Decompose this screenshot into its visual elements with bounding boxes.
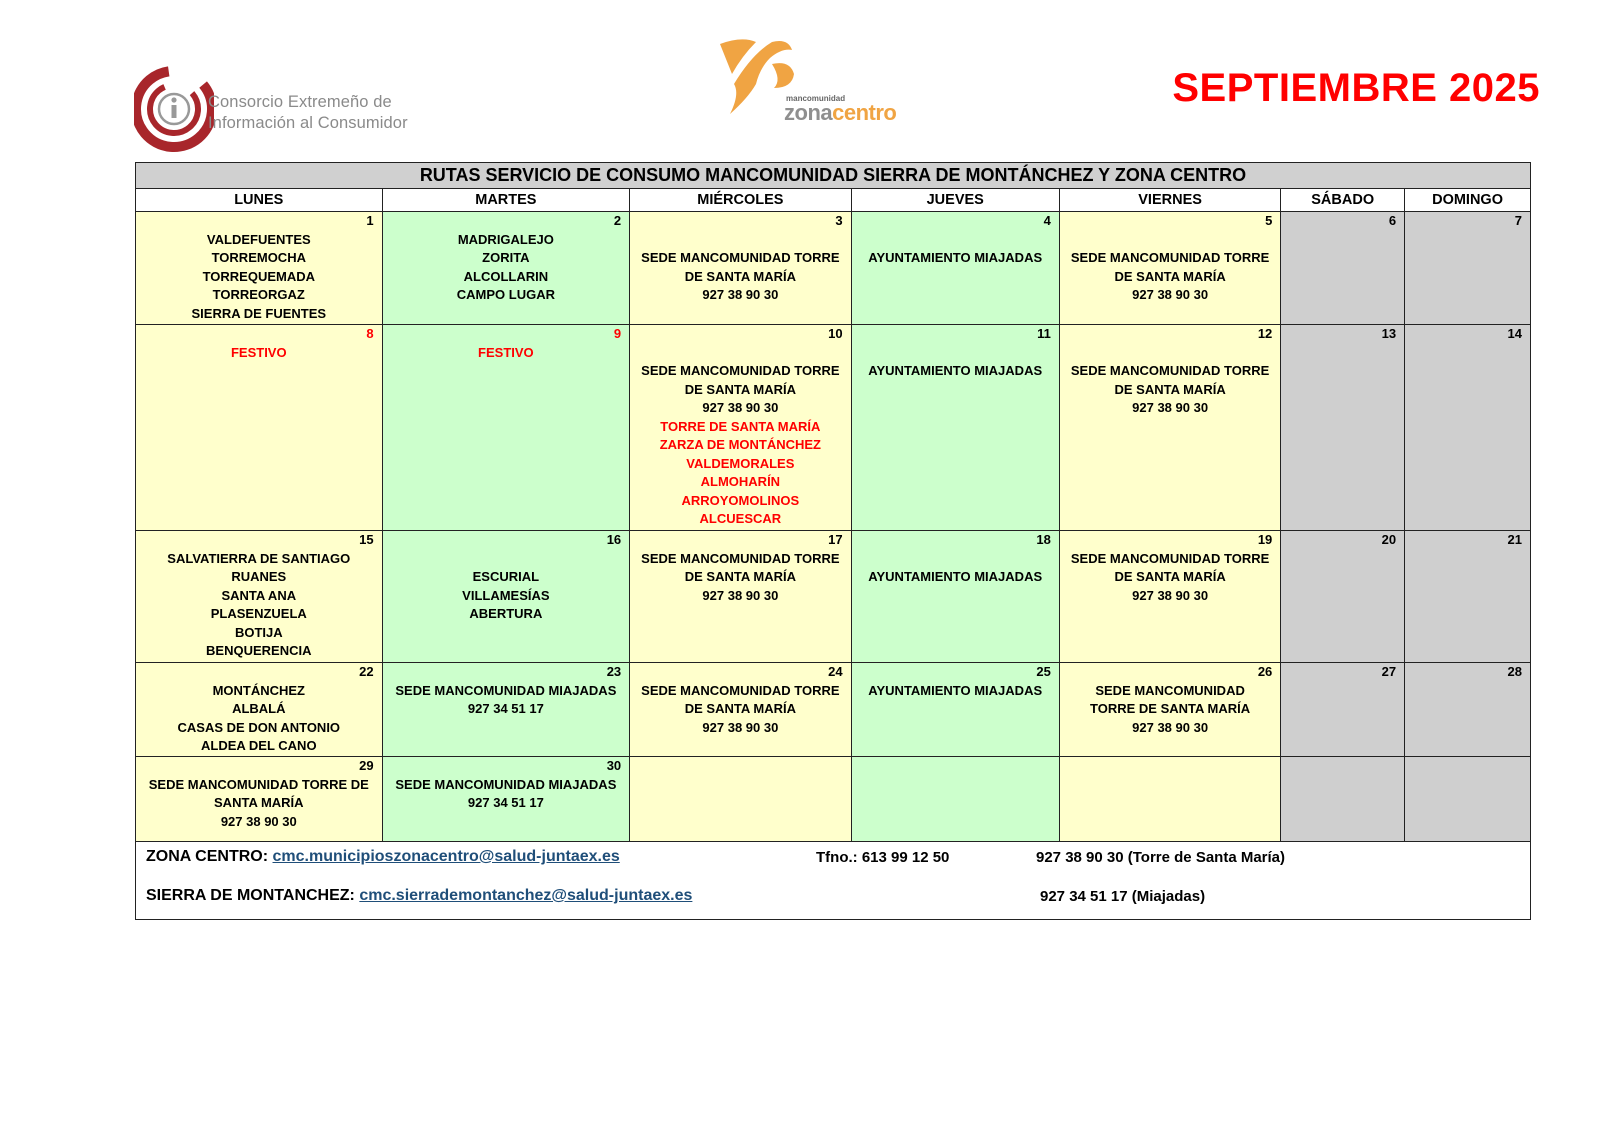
route-line: AYUNTAMIENTO MIAJADAS [868, 363, 1043, 378]
day-number: 10 [828, 326, 843, 341]
route-line: 927 38 90 30 [1132, 287, 1209, 302]
day-cell [1059, 212, 1280, 325]
route-line: 927 34 51 17 [467, 701, 544, 716]
day-cell [1405, 757, 1531, 842]
day-content [383, 776, 630, 813]
day-content [136, 776, 382, 832]
route-line: TORREMOCHA [211, 250, 306, 265]
logo-left-line1: Consorcio Extremeño de [208, 93, 392, 111]
route-line: SEDE MANCOMUNIDAD [1095, 682, 1245, 698]
route-line: DE SANTA MARÍA [1114, 569, 1226, 584]
day-cell [136, 757, 383, 842]
day-content [1060, 550, 1280, 606]
day-cell [136, 531, 383, 663]
route-line: TORREQUEMADA [202, 268, 315, 284]
day-number: 15 [359, 532, 374, 547]
route-line: ALCOLLARIN [463, 268, 549, 284]
day-number: 4 [1043, 213, 1051, 228]
day-cell [630, 757, 851, 842]
route-line-highlight: ALMOHARÍN [700, 474, 781, 489]
day-number: 11 [1037, 326, 1051, 341]
zona-centro-email-link[interactable]: cmc.municipioszonacentro@salud-juntaex.es [272, 848, 620, 865]
logo-center-text [784, 100, 896, 126]
route-line: SEDE MANCOMUNIDAD TORRE [641, 363, 840, 378]
day-number: 12 [1257, 326, 1273, 341]
route-line: 927 38 90 30 [1132, 719, 1209, 735]
day-cell [1281, 212, 1405, 325]
day-number: 27 [1381, 664, 1397, 679]
day-number: 16 [606, 532, 622, 547]
route-line: 927 38 90 30 [702, 287, 779, 302]
day-number: 28 [1507, 664, 1522, 679]
route-line: SEDE MANCOMUNIDAD TORRE [641, 250, 840, 265]
route-line: ALBALÁ [232, 701, 286, 716]
route-line: SANTA ANA [221, 587, 297, 603]
day-content [136, 550, 382, 661]
day-number: 24 [828, 664, 843, 679]
route-line: 927 38 90 30 [702, 587, 779, 603]
route-line: MONTÁNCHEZ [212, 682, 305, 698]
day-content [852, 550, 1059, 587]
weekday-header [136, 189, 1531, 212]
day-cell [1059, 663, 1280, 757]
route-line: ESCURIAL [472, 569, 540, 584]
route-line: DE SANTA MARÍA [1114, 268, 1226, 284]
day-content [136, 682, 382, 756]
route-line: TORRE DE SANTA MARÍA [1090, 701, 1251, 716]
day-number: 13 [1381, 326, 1397, 341]
route-line-highlight: VALDEMORALES [686, 455, 795, 471]
route-line-highlight: ALCUESCAR [699, 511, 782, 526]
day-cell [630, 212, 851, 325]
day-cell [136, 325, 383, 531]
route-line: SEDE MANCOMUNIDAD TORRE DE [148, 776, 369, 792]
day-content [630, 682, 850, 738]
day-content [1060, 344, 1280, 418]
day-cell [1059, 325, 1280, 531]
day-number: 1 [366, 213, 374, 228]
route-line: CAMPO LUGAR [456, 287, 555, 302]
route-line: RUANES [231, 569, 287, 584]
day-number: 5 [1265, 213, 1273, 228]
day-content [852, 682, 1059, 701]
route-line: SEDE MANCOMUNIDAD TORRE [1070, 250, 1270, 265]
day-number: 17 [828, 532, 843, 547]
day-content [383, 231, 630, 305]
day-cell [1405, 325, 1531, 531]
day-content [136, 344, 382, 363]
day-cell [851, 663, 1059, 757]
route-line: SEDE MANCOMUNIDAD MIAJADAS [395, 776, 617, 792]
day-cell [1281, 663, 1405, 757]
title-row [136, 163, 1531, 189]
sierra-label: SIERRA DE MONTANCHEZ: [146, 887, 360, 904]
route-line: VALDEFUENTES [206, 231, 311, 247]
day-number: 20 [1381, 532, 1397, 547]
week-row [136, 663, 1531, 757]
day-cell [1281, 757, 1405, 842]
day-cell [136, 663, 383, 757]
weekday-5: SÁBADO [1281, 189, 1405, 212]
day-content [383, 344, 630, 363]
weekday-6: DOMINGO [1405, 189, 1531, 212]
day-cell [851, 531, 1059, 663]
day-cell [382, 531, 630, 663]
route-line: SEDE MANCOMUNIDAD TORRE [641, 682, 840, 698]
route-line: ZORITA [482, 250, 530, 265]
day-cell [382, 663, 630, 757]
route-line: PLASENZUELA [210, 606, 307, 621]
route-line: SEDE MANCOMUNIDAD TORRE [641, 550, 840, 566]
route-line: DE SANTA MARÍA [684, 701, 796, 716]
route-line: FESTIVO [478, 344, 534, 360]
day-number: 19 [1257, 532, 1273, 547]
route-line: DE SANTA MARÍA [1114, 381, 1226, 397]
day-number: 22 [359, 664, 374, 679]
route-line: SIERRA DE FUENTES [191, 305, 327, 321]
day-cell [630, 531, 851, 663]
day-cell [382, 757, 630, 842]
day-number: 26 [1257, 664, 1273, 679]
day-number: 2 [613, 213, 622, 228]
route-line: SEDE MANCOMUNIDAD TORRE [1070, 363, 1270, 378]
route-line: AYUNTAMIENTO MIAJADAS [868, 250, 1043, 265]
logo-consorcio [134, 66, 424, 156]
route-line: 927 38 90 30 [220, 813, 297, 829]
weekday-0: LUNES [136, 189, 383, 212]
route-line: BENQUERENCIA [206, 643, 312, 658]
route-line: DE SANTA MARÍA [684, 569, 796, 584]
day-content [630, 550, 850, 606]
day-number: 30 [606, 758, 622, 773]
sierra-contact [146, 887, 692, 905]
consorcio-logo-icon [134, 66, 214, 156]
contact-footer [136, 842, 1531, 920]
day-cell [630, 663, 851, 757]
week-row [136, 212, 1531, 325]
route-line: DE SANTA MARÍA [684, 268, 796, 284]
day-number: 7 [1514, 213, 1522, 228]
day-number: 6 [1388, 213, 1397, 228]
day-content [136, 231, 382, 324]
day-number: 14 [1507, 326, 1522, 341]
route-line: ABERTURA [469, 606, 543, 621]
day-cell [851, 757, 1059, 842]
route-line: VILLAMESÍAS [462, 587, 550, 603]
route-calendar [135, 162, 1531, 920]
route-line: CASAS DE DON ANTONIO [177, 719, 341, 735]
zona-centro-contact [146, 848, 620, 866]
week-row [136, 757, 1531, 842]
day-cell [1059, 531, 1280, 663]
route-line: AYUNTAMIENTO MIAJADAS [868, 569, 1043, 584]
day-number: 25 [1036, 664, 1051, 679]
route-line: 927 38 90 30 [1132, 400, 1209, 415]
day-number: 21 [1507, 532, 1522, 547]
route-line: SEDE MANCOMUNIDAD MIAJADAS [395, 682, 617, 698]
logo-center-part1: zona [784, 100, 833, 125]
day-content [383, 682, 630, 719]
weekday-2: MIÉRCOLES [630, 189, 851, 212]
logo-center-part2: centro [832, 100, 897, 125]
day-cell [1281, 531, 1405, 663]
tel-miajadas: 927 34 51 17 (Miajadas) [1040, 888, 1206, 905]
route-line: MADRIGALEJO [457, 231, 554, 247]
day-content [630, 344, 850, 529]
day-cell [1059, 757, 1280, 842]
logo-center-small: mancomunidad [786, 94, 846, 103]
route-line: SANTA MARÍA [214, 795, 304, 810]
sierra-email-link[interactable]: cmc.sierrademontanchez@salud-juntaex.es [359, 887, 693, 904]
route-line: 927 38 90 30 [702, 719, 779, 735]
tel-torre: 927 38 90 30 (Torre de Santa María) [1036, 849, 1286, 866]
day-number: 29 [359, 758, 374, 773]
route-line-highlight: ZARZA DE MONTÁNCHEZ [659, 437, 821, 452]
route-line-highlight: ARROYOMOLINOS [681, 492, 800, 508]
day-content [383, 550, 630, 624]
route-line: SALVATIERRA DE SANTIAGO [167, 550, 351, 566]
zona-centro-label: ZONA CENTRO: [146, 848, 273, 865]
route-line: DE SANTA MARÍA [684, 381, 796, 397]
day-number: 3 [835, 213, 843, 228]
tfno-label: Tfno.: 613 99 12 50 [816, 849, 950, 866]
route-line: 927 34 51 17 [467, 795, 544, 810]
route-line: AYUNTAMIENTO MIAJADAS [868, 682, 1043, 698]
day-cell [851, 325, 1059, 531]
route-line: FESTIVO [230, 344, 287, 360]
month-title: SEPTIEMBRE 2025 [1172, 66, 1540, 110]
route-line: BOTIJA [234, 624, 283, 640]
route-line: ALDEA DEL CANO [201, 738, 317, 753]
day-content [852, 231, 1059, 268]
day-cell [1281, 325, 1405, 531]
route-line-highlight: TORRE DE SANTA MARÍA [660, 418, 821, 434]
day-cell [382, 212, 630, 325]
weekday-3: JUEVES [851, 189, 1059, 212]
route-line: 927 38 90 30 [702, 400, 779, 415]
day-cell [851, 212, 1059, 325]
day-number: 23 [606, 664, 622, 679]
weekday-1: MARTES [382, 189, 630, 212]
route-line: SEDE MANCOMUNIDAD TORRE [1070, 550, 1270, 566]
day-cell [1405, 212, 1531, 325]
route-line: 927 38 90 30 [1132, 587, 1209, 603]
day-content [852, 344, 1059, 381]
table-title: RUTAS SERVICIO DE CONSUMO MANCOMUNIDAD SIERRA DE MONTÁNCHEZ Y ZONA CENTRO [136, 163, 1531, 189]
logo-zonacentro [712, 34, 932, 126]
day-content [1060, 231, 1280, 305]
logo-left-line2: Información al Consumidor [208, 114, 408, 132]
day-number: 18 [1036, 532, 1051, 547]
day-cell [1405, 531, 1531, 663]
route-line: TORREORGAZ [212, 287, 305, 302]
day-cell [1405, 663, 1531, 757]
day-cell [382, 325, 630, 531]
weekday-4: VIERNES [1059, 189, 1280, 212]
week-row [136, 531, 1531, 663]
day-cell [630, 325, 851, 531]
day-cell [136, 212, 383, 325]
day-number: 9 [613, 326, 622, 341]
day-content [630, 231, 850, 305]
week-row [136, 325, 1531, 531]
contact-cell [136, 842, 1531, 920]
day-number: 8 [366, 326, 374, 341]
day-content [1060, 682, 1280, 738]
